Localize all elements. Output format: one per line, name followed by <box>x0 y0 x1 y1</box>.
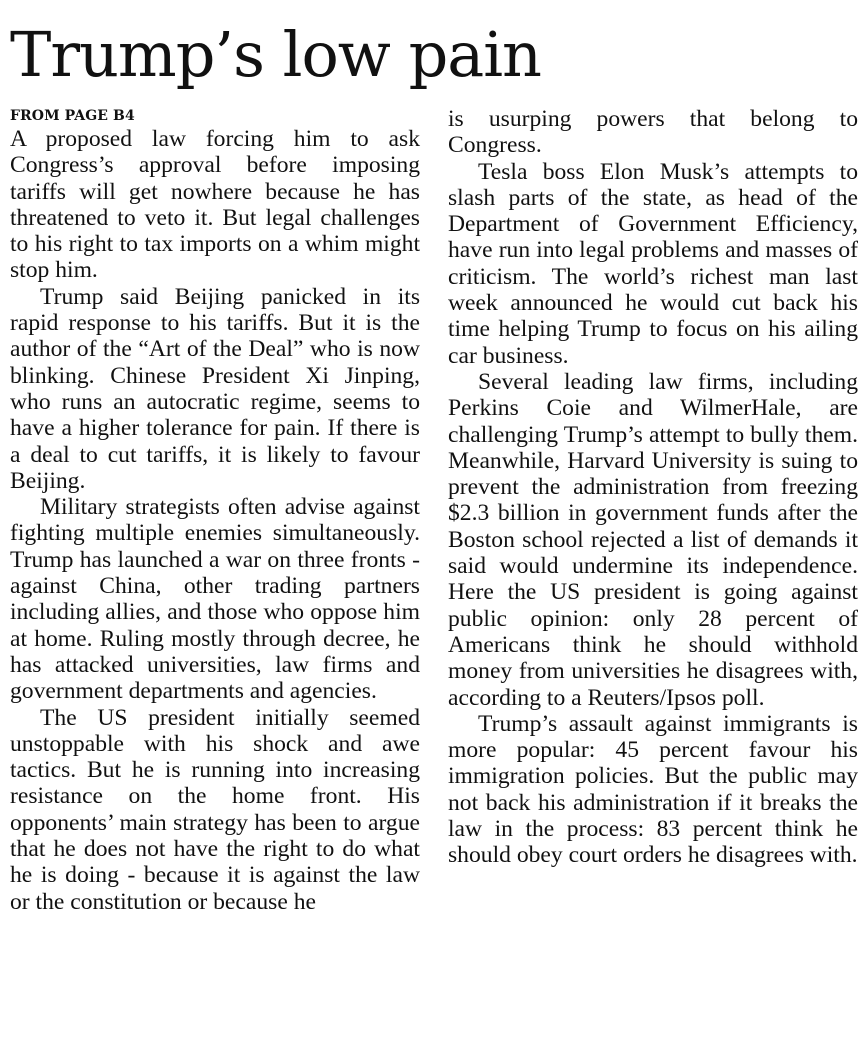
article-paragraph: Military strategists often advise against fighting multiple enemies simultaneously. Trump has launched a war on three fronts - against China, other trading partners including allies, and those who oppose him at home. Ruling mostly through decree, he has attacked universities, law firms and government departments and agencies. <box>10 494 420 705</box>
article-paragraph: Several leading law firms, including Perkins Coie and WilmerHale, are challenging Trump’s attempt to bully them. Meanwhile, Harvard University is suing to prevent the administration from freezing $2.3 billion in government funds after the Boston school rejected a list of demands it said would undermine its independence. Here the US president is going against public opinion: only 28 percent of Americans think he should withhold money from universities he disagrees with, according to a Reuters/Ipsos poll. <box>448 368 858 711</box>
article-paragraph: is usurping powers that belong to Congress. <box>448 106 858 159</box>
article-paragraph: The US president initially seemed unstoppable with his shock and awe tactics. But he is running into increasing resistance on the home front. His opponents’ main strategy has been to argue that he does not have the right to do what he is doing - because it is against the law or the constitution or because he <box>10 704 420 915</box>
article-paragraph: Tesla boss Elon Musk’s attempts to slash parts of the state, as head of the Department of Government Efficiency, have run into legal problems and masses of criticism. The world’s richest man last week announced he would cut back his time helping Trump to focus on his ailing car business. <box>448 158 858 369</box>
article-paragraph: Trump said Beijing panicked in its rapid response to his tariffs. But it is the author of the “Art of the Deal” who is now blinking. Chinese President Xi Jinping, who runs an autocratic regime, seems to have a higher tolerance for pain. If there is a deal to cut tariffs, it is likely to favour Beijing. <box>10 283 420 494</box>
article-column-right <box>448 106 858 869</box>
headline: Trump’s low pain <box>10 18 541 91</box>
article-paragraph: Trump’s assault against immigrants is more popular: 45 percent favour his immigration policies. But the public may not back his administration if it breaks the law in the process: 83 percent think he should obey court orders he disagrees with. <box>448 710 858 869</box>
article-column-left <box>10 106 420 915</box>
article-paragraph: A proposed law forcing him to ask Congress’s approval before imposing tariffs will get nowhere because he has threatened to veto it. But legal challenges to his right to tax imports on a whim might stop him. <box>10 126 420 284</box>
continued-from-label: FROM PAGE B4 <box>10 108 135 124</box>
